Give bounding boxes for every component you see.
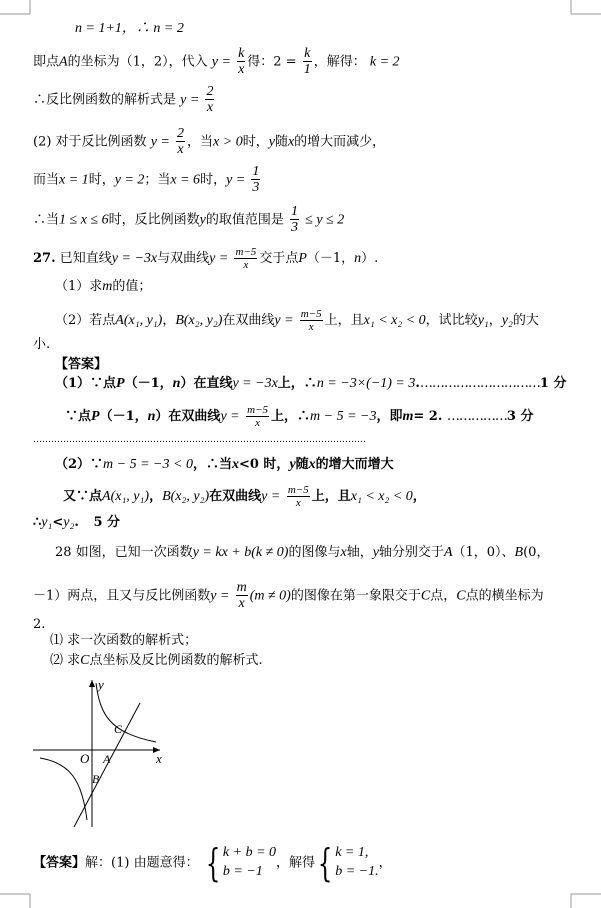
- text: .: [74, 515, 79, 530]
- ans2b-line: [63, 484, 426, 509]
- fraction: [251, 164, 260, 196]
- final-answer-line: [33, 841, 392, 885]
- fraction: [303, 46, 312, 78]
- ans1-line: [55, 377, 566, 391]
- numerator: k: [304, 46, 311, 61]
- numerator: m−5: [247, 404, 269, 416]
- text: ，解得: [276, 855, 316, 871]
- math: y: [372, 545, 379, 560]
- math: m − 5 = −3: [310, 409, 377, 425]
- part2-line: [33, 126, 385, 158]
- system-1: [223, 844, 276, 882]
- math: x > 0: [213, 134, 243, 150]
- math: A: [443, 545, 453, 560]
- eq: k + b = 0: [222, 845, 277, 861]
- text: 时，: [88, 172, 115, 188]
- dot-leader: …………………………: [419, 376, 540, 391]
- text: ）.: [361, 251, 379, 267]
- q28-line3: 2.: [33, 617, 46, 632]
- math: y₂: [501, 313, 513, 329]
- denominator: x: [308, 321, 314, 334]
- q27-sub2: [55, 308, 539, 333]
- text: 随: [295, 457, 309, 472]
- denominator: x: [177, 142, 184, 158]
- math: y =: [210, 588, 230, 604]
- label-c: C: [114, 722, 123, 736]
- brace: {: [317, 841, 333, 885]
- text: 的图像与: [288, 545, 341, 560]
- text: = 2.: [413, 409, 443, 425]
- text: 而当: [33, 172, 60, 188]
- q27-sub2-cont: 小.: [33, 337, 51, 352]
- denominator: x: [206, 100, 214, 116]
- score: 1 分: [539, 376, 567, 391]
- math: y =: [180, 92, 200, 108]
- math: P: [91, 409, 100, 425]
- math: y =: [211, 54, 231, 70]
- fraction: [236, 580, 248, 612]
- text: .: [415, 376, 420, 391]
- range-line: [33, 204, 344, 236]
- numerator: m−5: [235, 246, 257, 258]
- text: <0 时，: [238, 457, 290, 472]
- q27-line: [33, 246, 378, 271]
- figure: [30, 675, 180, 835]
- math: y = kx + b(k ≠ 0): [192, 545, 289, 560]
- math: y: [199, 212, 206, 228]
- answer-tag: 【答案】: [33, 855, 86, 871]
- math: y₁: [41, 515, 53, 530]
- text: ∴反比例函数的解析式是: [33, 92, 177, 108]
- eq: b = −1.: [335, 864, 379, 879]
- text: <: [52, 515, 64, 530]
- math: n = −3×(−1) = 3: [316, 376, 416, 391]
- math: m: [402, 409, 414, 425]
- text: （2）∵: [55, 457, 104, 472]
- text: 得：2 =: [247, 54, 297, 70]
- eq: k = 1,: [335, 845, 369, 861]
- math: n: [172, 376, 181, 391]
- label-o: O: [80, 751, 90, 766]
- q28-line1: [55, 546, 549, 560]
- text: 点，: [430, 588, 457, 604]
- denominator: x: [243, 259, 249, 272]
- question-number: 27.: [33, 251, 56, 267]
- text: 时，: [200, 172, 227, 188]
- denominator: x: [295, 497, 301, 510]
- label-x: x: [156, 751, 162, 766]
- math: 1 ≤ x ≤ 6: [59, 212, 109, 228]
- text: 的增大而减少，: [294, 134, 386, 150]
- text: 即点: [33, 54, 60, 70]
- inverse-line: [33, 84, 216, 116]
- math: (m ≠ 0): [249, 588, 291, 604]
- numerator: m−5: [287, 484, 309, 496]
- math: x: [308, 457, 316, 472]
- system-2: [335, 844, 378, 882]
- text: 28 如图，已知一次函数: [55, 545, 193, 560]
- math: A(x₁, y₁): [102, 489, 150, 505]
- text: ∴当: [33, 212, 60, 228]
- label-y: y: [98, 677, 104, 692]
- hyperbola-q3: [40, 758, 87, 820]
- text: ，: [488, 313, 502, 329]
- text: 随: [274, 134, 288, 150]
- text: （1）∵点: [55, 376, 117, 391]
- fraction: [205, 84, 214, 116]
- math: B(x₂, y₂): [162, 489, 210, 505]
- math: y = −3x: [111, 251, 158, 267]
- fraction: [234, 246, 257, 271]
- fraction: [246, 404, 269, 429]
- text: ）在双曲线: [155, 409, 221, 425]
- text: 交于点: [259, 251, 299, 267]
- text: ，: [412, 489, 426, 505]
- brace: {: [205, 841, 221, 885]
- math: C: [456, 588, 466, 604]
- text: 上，∴: [277, 376, 317, 391]
- text: ；当: [144, 172, 171, 188]
- ans2-line: [55, 458, 394, 472]
- math: C: [80, 653, 90, 668]
- text: ，解得：: [313, 54, 366, 70]
- math: B(x₂, y₂): [175, 313, 223, 329]
- text: ，试比较: [425, 313, 478, 329]
- math: x: [231, 457, 239, 472]
- math: y = −3x: [232, 376, 278, 391]
- text: ∴: [33, 515, 42, 530]
- math: y =: [209, 251, 229, 267]
- math: P: [298, 251, 307, 267]
- math: y: [268, 134, 275, 150]
- text: 的坐标为（1，2），代入: [67, 54, 208, 70]
- math: y: [289, 457, 296, 472]
- text: 轴，: [346, 545, 373, 560]
- text: 上，且: [311, 489, 351, 505]
- text: ，当: [187, 134, 214, 150]
- math: n: [147, 409, 156, 425]
- text: （1，0）、: [452, 545, 515, 560]
- text: 的值；: [112, 279, 152, 294]
- text: －1）两点，且又与反比例函数: [33, 588, 211, 604]
- ans2c-line: [33, 516, 120, 530]
- math: m: [102, 279, 113, 294]
- var-a: A: [59, 54, 68, 70]
- text: 的图像在第一象限交于: [290, 588, 421, 604]
- math: x₁ < x₂ < 0: [363, 313, 426, 329]
- math: ≤ y ≤ 2: [305, 212, 345, 228]
- when-line: [33, 164, 262, 196]
- text: （－1，: [306, 251, 355, 267]
- denominator: 3: [291, 220, 298, 236]
- y-axis-arrow: [89, 680, 95, 687]
- math: m − 5 = −3 < 0: [103, 457, 193, 472]
- text: 时，: [242, 134, 269, 150]
- text: ，: [378, 855, 392, 871]
- text: 解：(1) 由题意得：: [85, 855, 199, 871]
- math: P: [116, 376, 125, 391]
- fraction: [300, 308, 323, 333]
- score: 3 分: [506, 409, 534, 425]
- text: 轴分别交于: [378, 545, 444, 560]
- math: C: [420, 588, 431, 604]
- text: 已知直线: [59, 251, 112, 267]
- numerator: m−5: [300, 308, 322, 320]
- numerator: 1: [252, 164, 260, 179]
- label-b: B: [92, 772, 100, 786]
- q27-sub1: [55, 280, 151, 294]
- answer-tag: 【答案】: [55, 357, 108, 372]
- text: ，: [149, 489, 163, 505]
- denominator: 1: [303, 62, 311, 78]
- numerator: k: [238, 46, 245, 61]
- math: k = 2: [369, 54, 400, 70]
- math: x = 1: [59, 172, 89, 188]
- label-a: A: [103, 752, 111, 766]
- point-a-line: [33, 46, 400, 78]
- text: （2）若点: [55, 313, 116, 329]
- numerator: 2: [177, 126, 185, 141]
- text: 上，∴: [271, 409, 311, 425]
- text: ，∴当: [192, 457, 232, 472]
- math: B: [514, 545, 524, 560]
- math: y₂: [63, 515, 75, 530]
- hyperbola-q1: [96, 683, 156, 742]
- text: 又∵点: [63, 489, 103, 505]
- fraction: [287, 484, 310, 509]
- math: y =: [261, 489, 281, 505]
- score: 5 分: [93, 515, 121, 530]
- math: y =: [274, 313, 294, 329]
- text: ⑵ 求: [50, 653, 81, 668]
- text: 的增大而增大: [315, 457, 394, 472]
- text: (2) 对于反比例函数: [33, 134, 147, 150]
- numerator: 2: [206, 84, 214, 99]
- text: 在双曲线: [209, 489, 262, 505]
- math: y =: [226, 172, 246, 188]
- text: 上，且: [324, 313, 364, 329]
- math: y =: [220, 409, 240, 425]
- text: ，即: [376, 409, 403, 425]
- text: 与双曲线: [157, 251, 210, 267]
- text: 点的横坐标为: [465, 588, 544, 604]
- text: 点坐标及反比例函数的解析式.: [89, 653, 263, 668]
- dot-leader: ……………: [446, 409, 507, 425]
- text: ，: [162, 313, 176, 329]
- math: x = 6: [170, 172, 201, 188]
- text: 在双曲线: [222, 313, 275, 329]
- text: （－1，: [99, 409, 148, 425]
- text: (0，: [523, 545, 550, 560]
- divider: …………………………………………………………………………………………………: [33, 436, 366, 445]
- n-step: n = 1+1，∴ n = 2: [75, 21, 184, 36]
- math: y =: [150, 134, 170, 150]
- q28-sub2: [50, 654, 263, 668]
- text: 的取值范围是: [205, 212, 284, 228]
- q28-sub1: ⑴ 求一次函数的解析式；: [50, 633, 198, 648]
- text: （－1，: [124, 376, 173, 391]
- math: x₁ < x₂ < 0: [350, 489, 413, 505]
- fraction: [290, 204, 299, 236]
- q28-line2: [33, 580, 544, 612]
- fraction: [176, 126, 185, 158]
- denominator: x: [238, 596, 245, 612]
- fraction: [237, 46, 245, 78]
- math: y = 2: [114, 172, 145, 188]
- denominator: x: [255, 417, 261, 430]
- text: 的大: [512, 313, 539, 329]
- eq: b = −1: [222, 864, 263, 879]
- denominator: 3: [252, 180, 260, 196]
- math: n: [354, 251, 362, 267]
- text: ∵点: [65, 409, 92, 425]
- text: 时，反比例函数: [108, 212, 200, 228]
- numerator: 1: [291, 204, 298, 219]
- math: x: [287, 134, 295, 150]
- denominator: x: [238, 62, 245, 78]
- ans1b-line: [65, 404, 534, 429]
- math: y₁: [477, 313, 489, 329]
- math: x: [340, 545, 347, 560]
- text: （1）求: [55, 279, 103, 294]
- numerator: m: [236, 580, 247, 595]
- text: ）在直线: [180, 376, 233, 391]
- math: A(x₁, y₁): [115, 313, 163, 329]
